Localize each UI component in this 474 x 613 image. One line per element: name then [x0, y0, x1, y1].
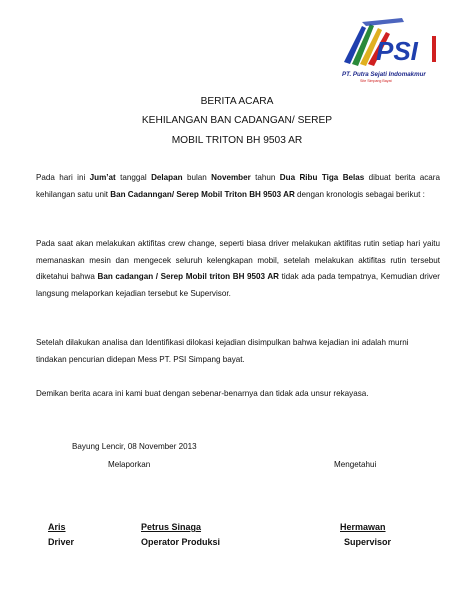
psi-logo-icon	[332, 14, 442, 74]
document-title-line2: KEHILANGAN BAN CADANGAN/ SEREP	[141, 115, 333, 126]
place-date: Bayung Lencir, 08 November 2013	[72, 442, 197, 451]
signatory-role-driver: Driver	[48, 537, 75, 547]
reported-by-label: Melaporkan	[108, 460, 151, 469]
signatory-name-supervisor: Hermawan	[340, 522, 386, 532]
paragraph-2: Pada saat akan melakukan aktifitas crew change, seperti biasa driver melakukan aktifitas rutin setiap hari yaitu memanaskan mesin dan mengecek seluruh kelengkapan mobil, setelah melakukan aktifitas rutin tersebut diketahui bahwa Ban cadangan / Serep Mobil triton BH 9503 AR tidak ada pada tempatnya, Kemudian driver langsung melaporkan kejadian tersebut ke Supervisor.	[36, 239, 440, 298]
acknowledged-label: Mengetahui	[334, 460, 377, 469]
document-title-line1: BERITA ACARA	[200, 96, 274, 107]
paragraph-1: Pada hari ini Jum’at tanggal Delapan bulan November tahun Dua Ribu Tiga Belas dibuat berita acara kehilangan satu unit Ban Cadanngan/ Serep Mobil Triton BH 9503 AR dengan kronologis sebagai berikut :	[36, 173, 440, 199]
signatory-role-operator: Operator Produksi	[141, 537, 221, 547]
company-tagline: Site Simpang Bayat	[360, 79, 392, 83]
company-name: PT. Putra Sejati Indomakmur	[342, 71, 426, 78]
signatory-name-driver: Aris	[48, 522, 66, 532]
signatory-name-operator: Petrus Sinaga	[141, 522, 202, 532]
document-title-line3: MOBIL TRITON BH 9503 AR	[171, 135, 303, 146]
logo-text: PSI	[376, 36, 418, 66]
paragraph-3: Setelah dilakukan analisa dan Identifikasi dilokasi kejadian disimpulkan bahwa kejadian ini adalah murni tindakan pencurian didepan Mess PT. PSI Simpang bayat.	[36, 338, 409, 364]
signatory-role-supervisor: Supervisor	[344, 537, 392, 547]
paragraph-4: Demikan berita acara ini kami buat dengan sebenar-benarnya dan tidak ada unsur rekayasa.	[36, 389, 369, 398]
